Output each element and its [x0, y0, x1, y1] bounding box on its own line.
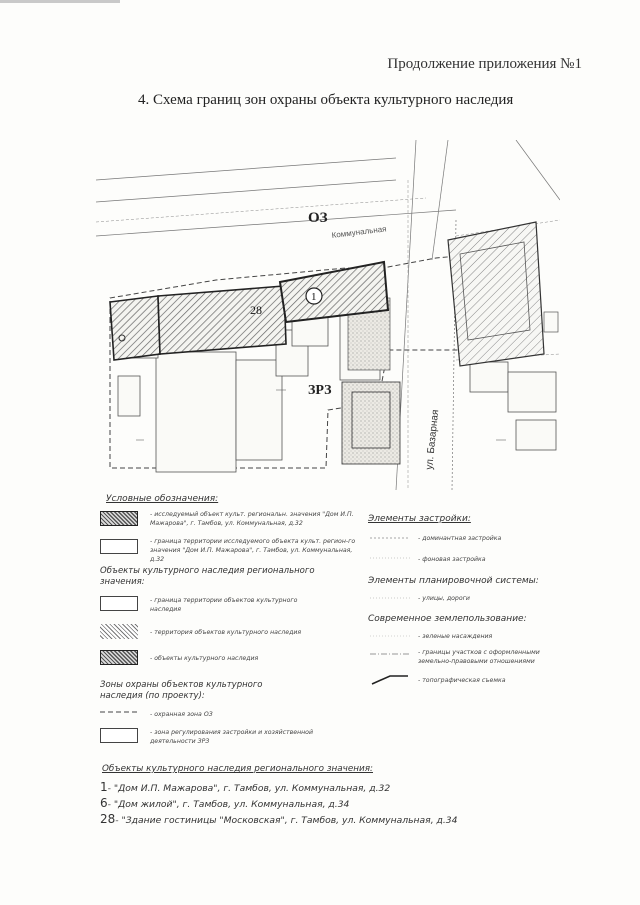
legend-swatch-plots: [370, 648, 410, 660]
legend-swatch-regional-objects: [100, 650, 138, 665]
list-item: [100, 796, 349, 810]
list-item: [100, 812, 458, 826]
legend-item-regional-territory: - территория объектов культурного наследия: [150, 629, 302, 636]
legend-swatch-streets: [370, 592, 410, 604]
legend-section-planning: Элементы планировочной системы:: [368, 576, 539, 586]
street-label-right: ул. Базарная: [424, 409, 442, 471]
legend-swatch-territory: [100, 539, 138, 554]
legend-swatch-regional-territory: [100, 624, 138, 639]
legend-section-land: Современное землепользование:: [368, 614, 527, 624]
legend-swatch-background: [370, 552, 410, 564]
green-plot-2: [342, 382, 400, 464]
legend-section-building: Элементы застройки:: [368, 514, 471, 524]
heritage-object-28: [110, 286, 286, 360]
legend-swatch-topo: [370, 672, 410, 686]
legend-title: Условные обозначения:: [106, 494, 219, 504]
objects-list-title: Объекты культурного наследия регионального значения:: [102, 764, 373, 774]
legend-swatch-dominant: [370, 532, 410, 544]
legend-item-regional-border: - граница территории объектов культурного наследия: [150, 597, 298, 613]
list-item-text: - "Здание гостиницы "Московская", г. Тамбов, ул. Коммунальная, д.34: [115, 815, 458, 826]
legend-item-green: - зеленые насаждения: [418, 633, 493, 640]
list-item-num: 28: [100, 812, 116, 826]
legend-item-zone-o3: - охранная зона ОЗ: [150, 711, 213, 718]
list-item-text: - "Дом жилой", г. Тамбов, ул. Коммунальная, д.34: [107, 799, 350, 810]
legend-item-dominant: - доминантная застройка: [418, 535, 502, 542]
legend-swatch-regional-border: [100, 596, 138, 611]
legend-item-zone-zr3: - зона регулирования застройки и хозяйственной деятельности ЗРЗ: [150, 729, 313, 745]
list-item-text: - "Дом И.П. Мажарова", г. Тамбов, ул. Коммунальная, д.32: [107, 783, 391, 794]
legend-item-territory-border: - граница территории исследуемого объекта культ. регион-го значения "Дом И.П. Мажарова", г. Тамбов, ул. Коммунальная, д.32: [150, 538, 356, 563]
appendix-heading: Продолжение приложения №1: [387, 56, 582, 72]
list-item-num: 6: [100, 796, 108, 810]
object-number-28: 28: [250, 303, 262, 317]
legend-swatch-object: [100, 511, 138, 526]
list-item-num: 1: [100, 780, 108, 794]
legend-swatch-zone-o3: [100, 706, 140, 718]
scheme-title: 4. Схема границ зон охраны объекта культурного наследия: [138, 92, 514, 108]
legend-swatch-green: [370, 630, 410, 642]
legend-item-streets: - улицы, дороги: [418, 595, 470, 602]
street-label-top: Коммунальная: [331, 224, 387, 240]
legend-item-object: - исследуемый объект культ. региональн. значения "Дом И.П. Мажарова", г. Тамбов, ул. Коммунальная, д.32: [150, 511, 354, 527]
list-item: [100, 780, 390, 794]
legend-item-regional-objects: - объекты культурного наследия: [150, 655, 259, 662]
object-number-1: 1: [311, 291, 317, 303]
zone-zr3-label: ЗРЗ: [308, 383, 332, 398]
heritage-object-6: [448, 222, 558, 366]
legend-item-topo: - топографическая съемка: [418, 677, 506, 684]
legend-swatch-zone-zr3: [100, 728, 138, 743]
legend-item-background: - фоновая застройка: [418, 556, 486, 563]
zone-o3-label: ОЗ: [308, 210, 328, 226]
legend-section-regional: Объекты культурного наследия регионального значения:: [100, 566, 315, 587]
legend-item-plots: - границы участков с оформленными земельно-правовыми отношениями: [418, 649, 540, 665]
scan-edge: [0, 0, 120, 3]
site-map: [96, 140, 560, 490]
legend-section-zones: Зоны охраны объектов культурного наследия (по проекту):: [100, 680, 263, 701]
